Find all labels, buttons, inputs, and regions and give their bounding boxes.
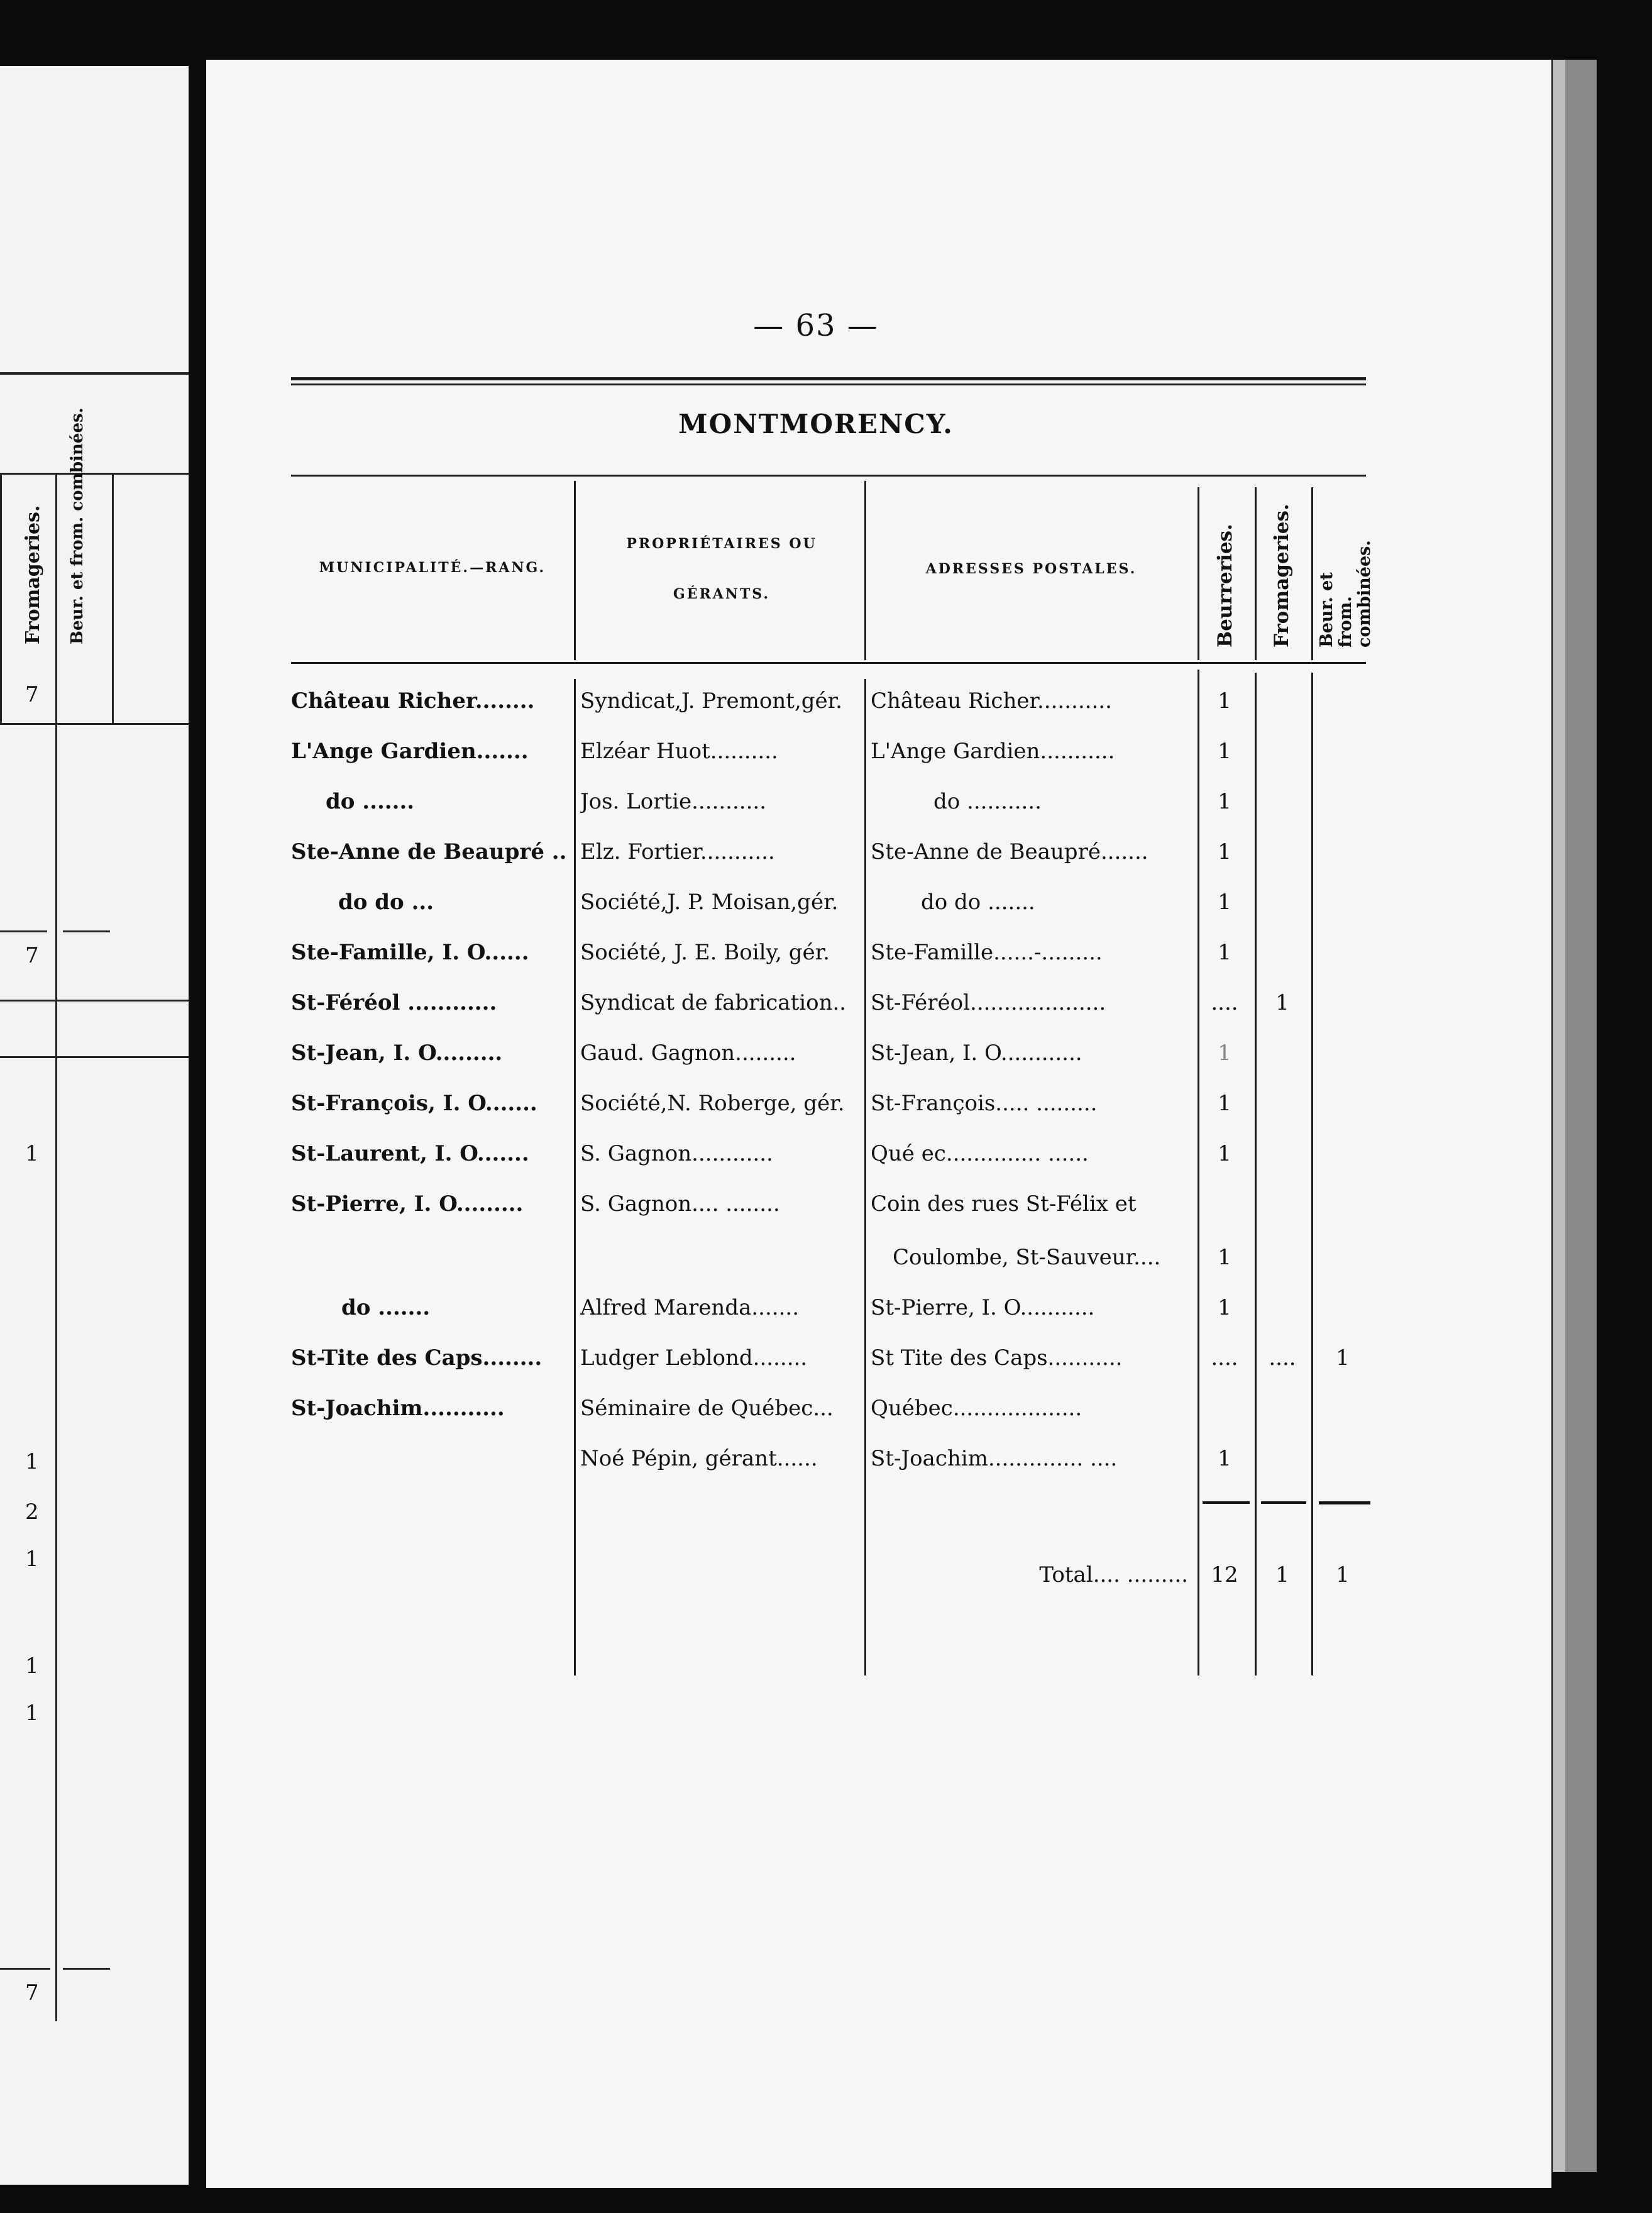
row-adresse: L'Ange Gardien...........: [871, 739, 1115, 764]
row-proprietaire: Société, J. E. Boily, gér.: [580, 940, 830, 965]
column-divider: [574, 679, 576, 1675]
prev-number: 1: [25, 1653, 39, 1679]
row-proprietaire: Alfred Marenda.......: [580, 1295, 800, 1320]
subtotal-rule: [63, 930, 110, 932]
row-municipalite: St-François, I. O.......: [291, 1091, 537, 1116]
row-proprietaire: S. Gagnon............: [580, 1141, 773, 1166]
page-number: — 63 —: [753, 308, 879, 343]
total-rule: [1203, 1501, 1250, 1504]
row-municipalite: St-Féréol ............: [291, 990, 497, 1015]
row-adresse: Ste-Famille......-.........: [871, 940, 1103, 965]
prev-number: 2: [25, 1499, 39, 1525]
row-proprietaire: Syndicat,J. Premont,gér.: [580, 688, 842, 714]
subtotal-rule: [0, 1968, 50, 1970]
header-proprietaires-line2: GÉRANTS.: [673, 586, 771, 602]
prev-number: 1: [25, 1701, 39, 1726]
row-beurreries: 1: [1218, 789, 1231, 814]
column-divider: [574, 481, 576, 660]
row-adresse: St-Joachim.............. ....: [871, 1446, 1118, 1471]
previous-page-fragment: [0, 66, 189, 2185]
row-adresse: Qué ec.............. ......: [871, 1141, 1089, 1166]
column-divider: [1198, 487, 1199, 660]
row-proprietaire: S. Gagnon.... ........: [580, 1191, 780, 1217]
total-rule: [1319, 1501, 1370, 1504]
prev-number: 7: [25, 682, 39, 707]
row-beurreries: 1: [1218, 1141, 1231, 1166]
row-municipalite: St-Jean, I. O.........: [291, 1040, 503, 1066]
prev-number: 1: [25, 1547, 39, 1572]
row-proprietaire: Syndicat de fabrication..: [580, 990, 847, 1015]
row-beurreries: ....: [1211, 990, 1238, 1015]
column-divider: [55, 726, 57, 2021]
header-fromageries: Fromageries.: [1270, 504, 1293, 648]
total-beurreries: 12: [1211, 1562, 1238, 1587]
column-divider: [55, 475, 57, 726]
row-beurreries: 1: [1218, 839, 1231, 864]
row-beurreries: ....: [1211, 1345, 1238, 1371]
row-beurreries: 1: [1218, 1040, 1231, 1066]
row-municipalite: St-Tite des Caps........: [291, 1345, 542, 1371]
row-municipalite: do do ...: [338, 890, 434, 915]
column-divider: [1255, 487, 1257, 660]
total-combinees: 1: [1336, 1562, 1350, 1587]
row-proprietaire: Gaud. Gagnon.........: [580, 1040, 796, 1066]
header-adresses: ADRESSES POSTALES.: [925, 561, 1137, 577]
row-beurreries: 1: [1218, 739, 1231, 764]
subtotal-rule: [0, 930, 47, 932]
row-adresse: St-François..... .........: [871, 1091, 1098, 1116]
row-proprietaire: Ludger Leblond........: [580, 1345, 808, 1371]
row-municipalite: Château Richer........: [291, 688, 535, 714]
page: [206, 60, 1551, 2188]
column-divider: [0, 473, 2, 724]
header-rule: [0, 473, 189, 475]
total-label: Total.... .........: [1039, 1562, 1188, 1587]
row-adresse: St-Pierre, I. O...........: [871, 1295, 1095, 1320]
row-beurreries: 1: [1218, 1091, 1231, 1116]
row-proprietaire: Elz. Fortier...........: [580, 839, 775, 864]
section-title: MONTMORENCY.: [678, 409, 954, 439]
row-beurreries: 1: [1218, 1245, 1231, 1270]
row-proprietaire: Jos. Lortie...........: [580, 789, 767, 814]
header-proprietaires-line1: PROPRIÉTAIRES OU: [626, 536, 817, 552]
row-municipalite: St-Joachim...........: [291, 1396, 505, 1421]
section-rule: [0, 1000, 189, 1002]
row-proprietaire: Noé Pépin, gérant......: [580, 1446, 818, 1471]
subtotal-rule: [63, 1968, 110, 1970]
row-beurreries: 1: [1218, 1446, 1231, 1471]
prev-number: 1: [25, 1141, 39, 1166]
row-beurreries: 1: [1218, 940, 1231, 965]
top-double-rule: [291, 377, 1366, 380]
table-top-rule: [291, 475, 1366, 477]
header-rule: [0, 723, 189, 725]
prev-number: 7: [25, 1980, 39, 2006]
row-municipalite: St-Laurent, I. O.......: [291, 1141, 529, 1166]
row-proprietaire: Séminaire de Québec...: [580, 1396, 834, 1421]
row-municipalite: St-Pierre, I. O.........: [291, 1191, 524, 1217]
prev-header-combinees: Beur. et from. combinées.: [68, 407, 87, 644]
row-beurreries: 1: [1218, 688, 1231, 714]
column-divider: [1311, 673, 1313, 1675]
header-combinees: Beur. et from. combinées.: [1317, 540, 1374, 648]
row-adresse: Ste-Anne de Beaupré.......: [871, 839, 1148, 864]
header-municipalite: MUNICIPALITÉ.—RANG.: [319, 560, 546, 576]
column-divider: [1311, 487, 1313, 660]
row-proprietaire: Elzéar Huot..........: [580, 739, 778, 764]
row-adresse: Coin des rues St-Félix et: [871, 1191, 1137, 1217]
row-adresse: do ...........: [933, 789, 1042, 814]
row-adresse: do do .......: [921, 890, 1035, 915]
section-rule: [0, 1056, 189, 1058]
row-proprietaire: Société,N. Roberge, gér.: [580, 1091, 845, 1116]
column-divider: [112, 475, 114, 723]
column-divider: [1198, 670, 1199, 1675]
prev-number: 7: [25, 943, 39, 968]
page-edge: [1553, 60, 1565, 2172]
row-beurreries: 1: [1218, 1295, 1231, 1320]
total-fromageries: 1: [1275, 1562, 1289, 1587]
column-divider: [864, 679, 866, 1675]
row-adresse: Québec...................: [871, 1396, 1082, 1421]
row-beurreries: 1: [1218, 890, 1231, 915]
header-beurreries: Beurreries.: [1214, 524, 1236, 648]
prev-header-fromageries: Fromageries.: [22, 505, 44, 644]
row-municipalite: do .......: [341, 1295, 431, 1320]
row-municipalite: Ste-Anne de Beaupré ..: [291, 839, 567, 864]
total-rule: [1261, 1501, 1306, 1504]
row-municipalite: do .......: [326, 789, 415, 814]
row-adresse: Château Richer...........: [871, 688, 1112, 714]
row-adresse: St-Féréol....................: [871, 990, 1106, 1015]
row-proprietaire: Société,J. P. Moisan,gér.: [580, 890, 839, 915]
row-combinees: 1: [1336, 1345, 1350, 1371]
row-municipalite: L'Ange Gardien.......: [291, 739, 529, 764]
row-municipalite: Ste-Famille, I. O......: [291, 940, 529, 965]
prev-number: 1: [25, 1449, 39, 1474]
row-adresse: St-Jean, I. O............: [871, 1040, 1082, 1066]
header-bottom-rule: [291, 662, 1366, 664]
row-fromageries: ....: [1269, 1345, 1296, 1371]
header-rule: [0, 372, 189, 375]
top-double-rule: [291, 384, 1366, 385]
row-adresse: Coulombe, St-Sauveur....: [893, 1245, 1161, 1270]
row-adresse: St Tite des Caps...........: [871, 1345, 1123, 1371]
row-fromageries: 1: [1275, 990, 1289, 1015]
column-divider: [1255, 673, 1257, 1675]
